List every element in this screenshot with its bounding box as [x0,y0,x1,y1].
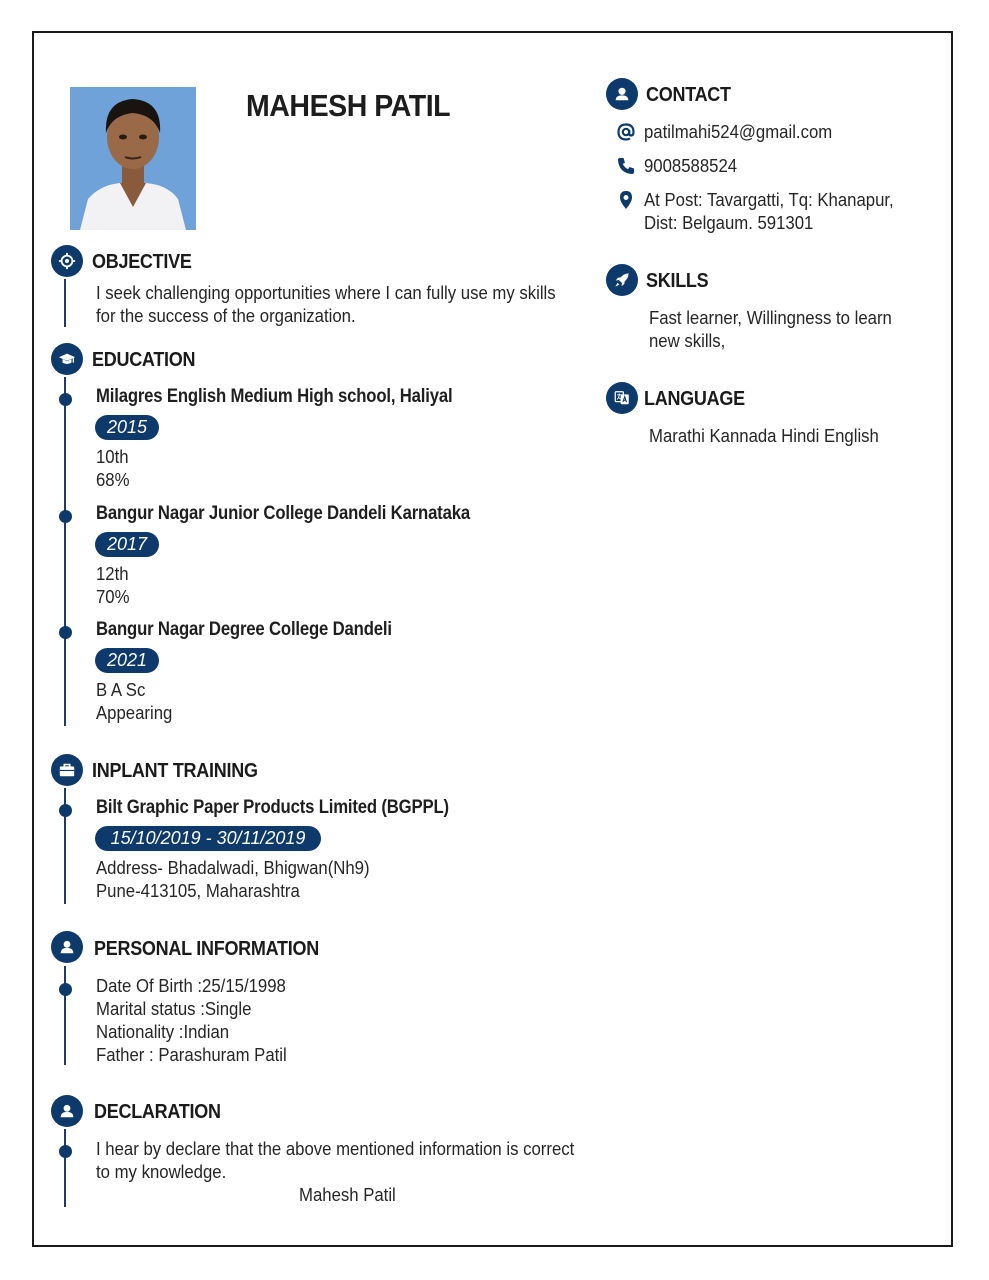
education-year-badge-3: 2021 [95,648,159,673]
user-icon [606,78,638,110]
person-icon [51,931,83,963]
education-institution-1: Milagres English Medium High school, Haliyal [96,386,453,407]
declaration-title: DECLARATION [94,1101,221,1123]
declaration-text-line-2: to my knowledge. [96,1162,227,1182]
timeline-dot [59,510,72,523]
briefcase-icon [51,754,83,786]
rocket-icon [606,264,638,296]
education-year-badge-1: 2015 [95,415,159,440]
nationality: Nationality :Indian [96,1022,230,1042]
skills-text-line-2: new skills, [649,331,726,351]
contact-title: CONTACT [646,84,731,106]
training-company: Bilt Graphic Paper Products Limited (BGPPL) [96,797,449,818]
date-of-birth: Date Of Birth :25/15/1998 [96,976,286,996]
education-level-1: 10th [96,447,129,467]
graduation-cap-icon [51,343,83,375]
timeline-dot [59,983,72,996]
timeline-dot [59,804,72,817]
declaration-text-line-1: I hear by declare that the above mentioned information is correct [96,1139,575,1159]
language-title: LANGUAGE [644,388,745,410]
education-level-3: B A Sc [96,680,146,700]
timeline-dot [59,1145,72,1158]
signature-name: Mahesh Patil [299,1185,396,1205]
location-pin-icon [615,189,637,211]
profile-photo [70,87,196,230]
personal-info-title: PERSONAL INFORMATION [94,938,319,960]
at-sign-icon [615,121,637,143]
education-level-2: 12th [96,564,129,584]
father-name: Father : Parashuram Patil [96,1045,287,1065]
personal-timeline-line [64,966,66,1065]
translate-icon [606,382,638,414]
education-institution-3: Bangur Nagar Degree College Dandeli [96,619,392,640]
contact-address-line-1: At Post: Tavargatti, Tq: Khanapur, [644,190,894,210]
objective-text-line-2: for the success of the organization. [96,306,356,326]
contact-phone[interactable]: 9008588524 [644,156,738,176]
education-score-2: 70% [96,587,130,607]
person-icon [51,1095,83,1127]
training-title: INPLANT TRAINING [92,760,258,782]
timeline-dot [59,626,72,639]
candidate-name: MAHESH PATIL [246,88,451,123]
contact-email[interactable]: patilmahi524@gmail.com [644,122,833,142]
training-address-line-2: Pune-413105, Maharashtra [96,881,300,901]
education-status-3: Appearing [96,703,173,723]
education-institution-2: Bangur Nagar Junior College Dandeli Karnataka [96,503,470,524]
contact-address-line-2: Dist: Belgaum. 591301 [644,213,814,233]
objective-text-line-1: I seek challenging opportunities where I can fully use my skills [96,283,556,303]
phone-icon [615,155,637,177]
education-score-1: 68% [96,470,130,490]
timeline-dot [59,393,72,406]
training-dates-badge: 15/10/2019 - 30/11/2019 [95,826,321,851]
marital-status: Marital status :Single [96,999,252,1019]
education-title: EDUCATION [92,349,196,371]
skills-title: SKILLS [646,270,709,292]
education-year-badge-2: 2017 [95,532,159,557]
declaration-timeline-line [64,1129,66,1207]
skills-text-line-1: Fast learner, Willingness to learn [649,308,892,328]
objective-timeline-line [64,279,66,327]
education-timeline-line [64,377,66,726]
training-address-line-1: Address- Bhadalwadi, Bhigwan(Nh9) [96,858,370,878]
objective-title: OBJECTIVE [92,251,192,273]
target-icon [51,245,83,277]
language-list: Marathi Kannada Hindi English [649,426,879,446]
